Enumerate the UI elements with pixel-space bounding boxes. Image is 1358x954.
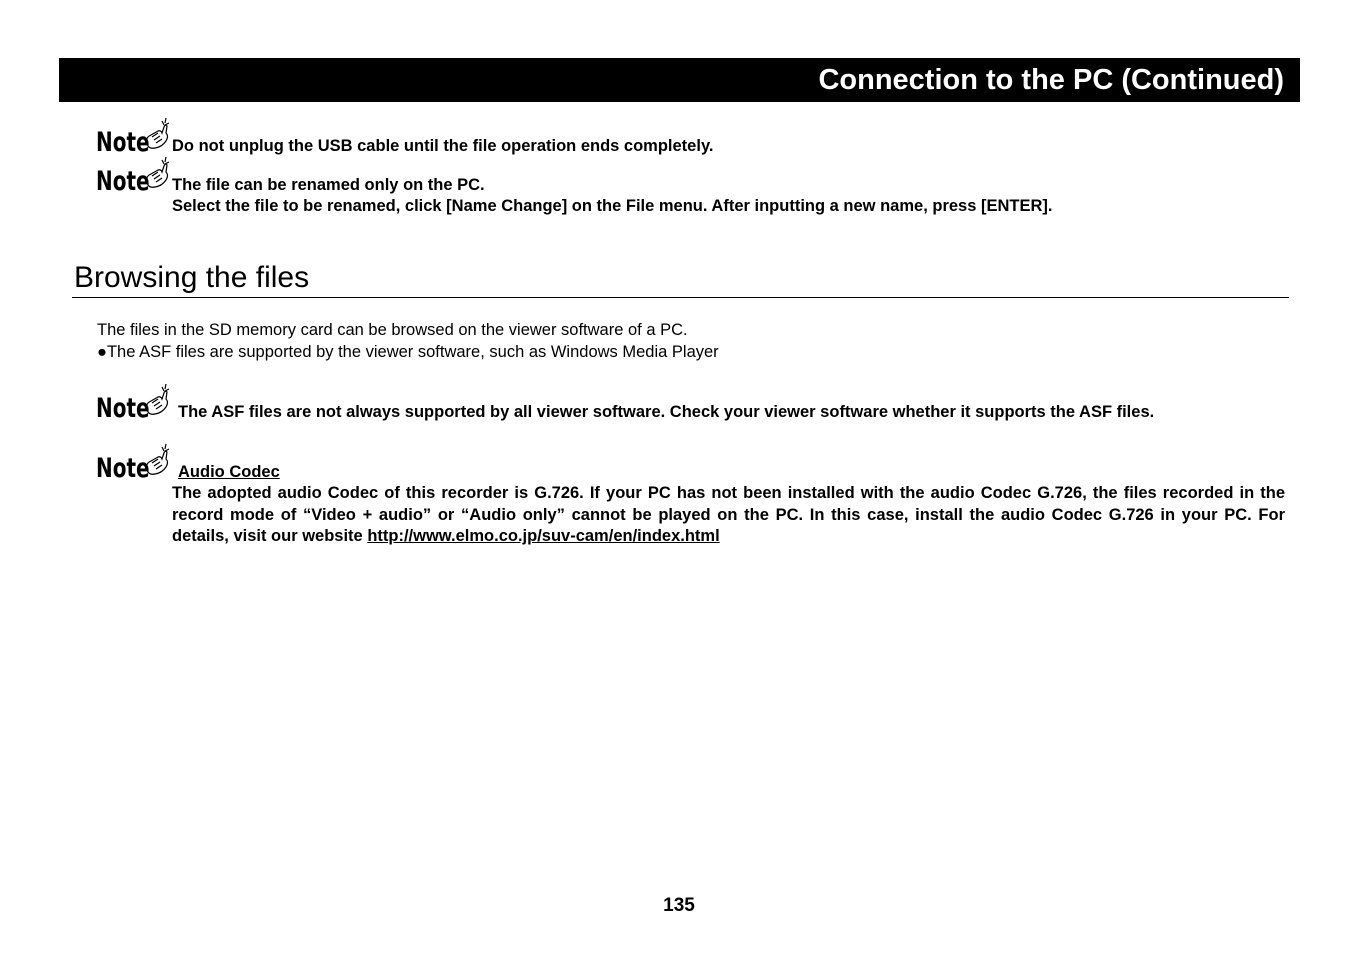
note-icon xyxy=(96,381,172,421)
note-text: The ASF files are not always supported by all viewer software. Check your viewer software whether it supports the ASF files. xyxy=(178,403,1155,421)
page-title: Connection to the PC (Continued) xyxy=(818,64,1284,96)
note-heading: Audio Codec xyxy=(178,463,280,481)
note-icon xyxy=(96,115,172,155)
section-title: Browsing the files xyxy=(74,261,310,294)
svg-text:Note: Note xyxy=(96,125,150,155)
bullet-item xyxy=(97,342,719,363)
note-icon xyxy=(96,441,172,481)
svg-text:Note: Note xyxy=(96,451,150,481)
bullet-icon: ● xyxy=(97,343,107,361)
codec-paragraph xyxy=(172,483,1285,548)
note-text: Do not unplug the USB cable until the file operation ends completely. xyxy=(172,137,714,155)
bullet-text: The ASF files are supported by the viewer software, such as Windows Media Player xyxy=(106,343,719,361)
note-icon xyxy=(96,154,172,194)
section-intro: The files in the SD memory card can be browsed on the viewer software of a PC. xyxy=(97,321,688,339)
page-number: 135 xyxy=(663,895,695,916)
website-link[interactable]: http://www.elmo.co.jp/suv-cam/en/index.html xyxy=(367,527,720,545)
section-divider xyxy=(72,297,1289,298)
page-header-bar xyxy=(59,58,1300,102)
codec-text: The adopted audio Codec of this recorder is G.726. If your PC has not been installed with the audio Codec G.726, the files recorded in the record mode of “Video + audio” or “Audio only” cannot be played on the PC. In this case, install the audio Codec G.726 in your PC. For details, visit our website xyxy=(172,484,1285,545)
note-text: Select the file to be renamed, click [Name Change] on the File menu. After inputting a new name, press [ENTER]. xyxy=(172,197,1053,215)
svg-text:Note: Note xyxy=(96,164,150,194)
note-text: The file can be renamed only on the PC. xyxy=(172,176,485,194)
svg-text:Note: Note xyxy=(96,391,150,421)
